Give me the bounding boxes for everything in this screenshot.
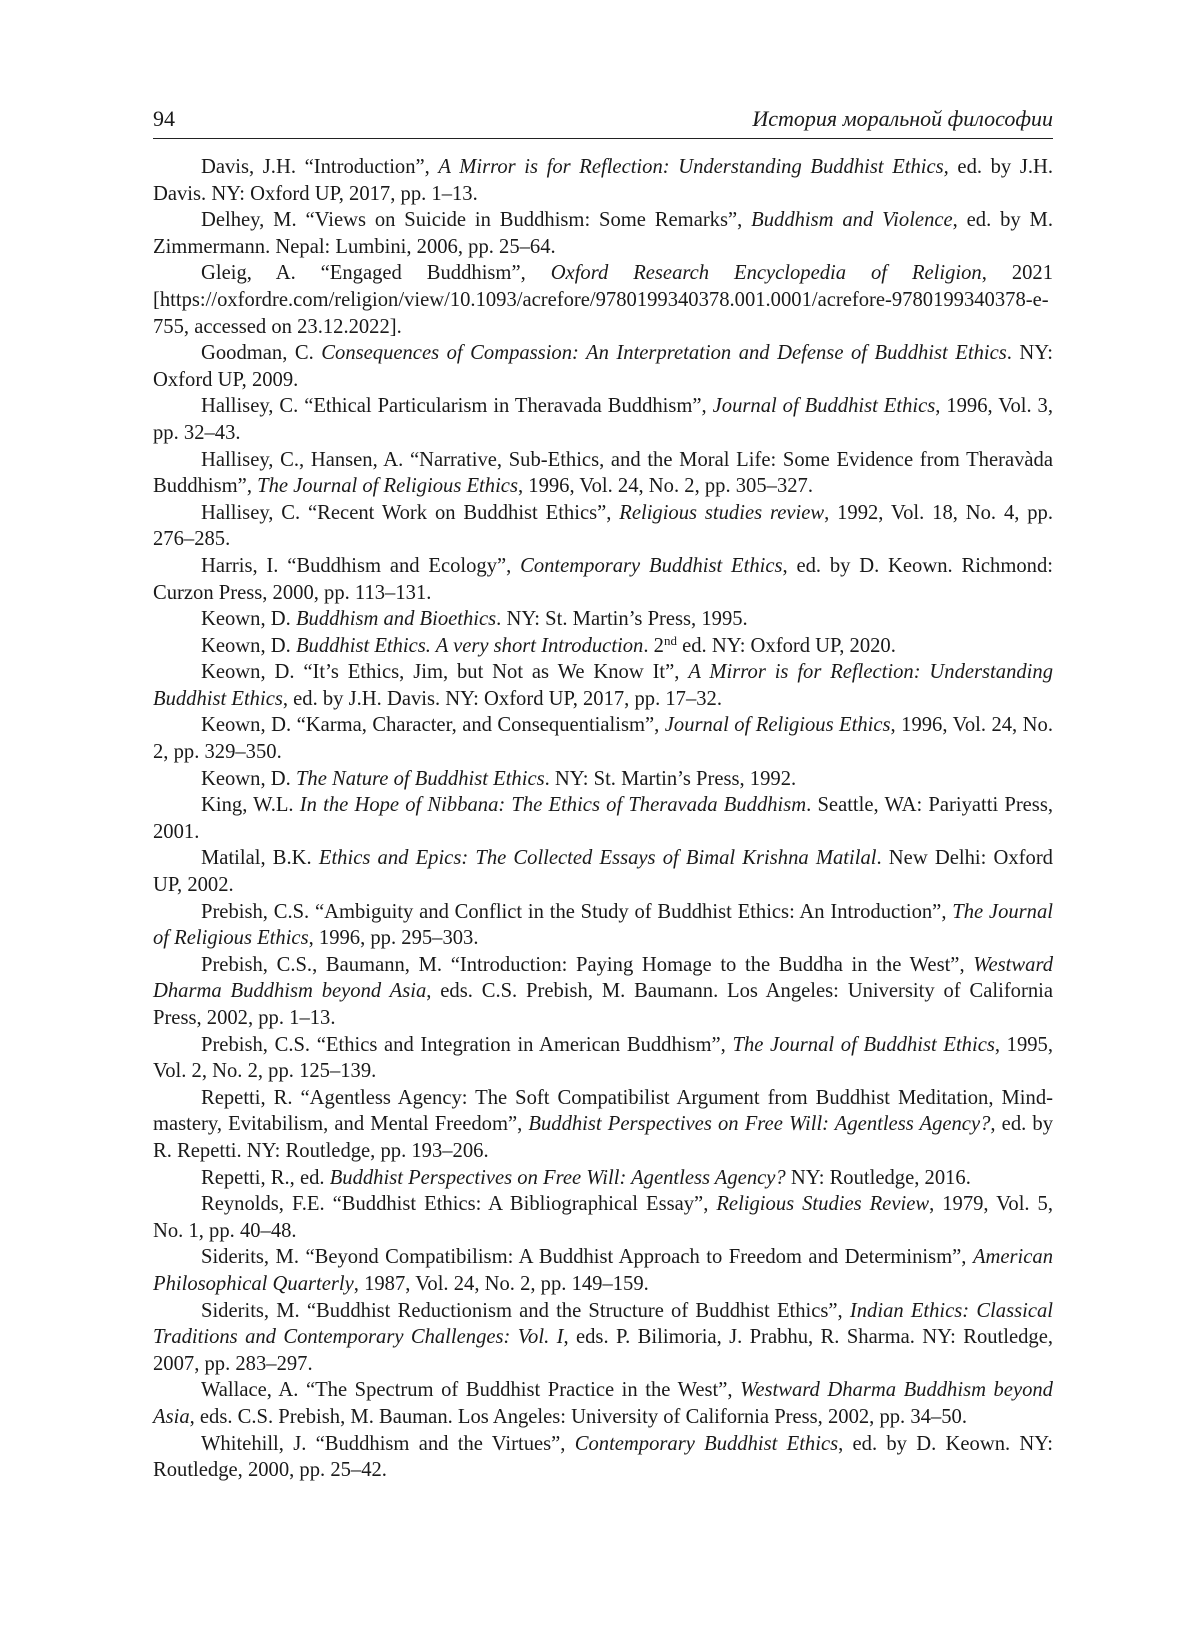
reference-entry: Keown, D. The Nature of Buddhist Ethics. NY: St. Martin’s Press, 1992. — [201, 767, 797, 790]
reference-entry: Keown, D. “Karma, Character, and Consequentialism”, Journal of Religious Ethics, 1996, Vol. 24, No. 2, pp. 329–350. — [153, 714, 1053, 764]
reference-entry: Goodman, C. Consequences of Compassion: An Interpretation and Defense of Buddhist Ethics. NY: Oxford UP, 2009. — [153, 342, 1053, 391]
reference-entry: Harris, I. “Buddhism and Ecology”, Contemporary Buddhist Ethics, ed. by D. Keown. Richmond: Curzon Press, 2000, pp. 113–131. — [153, 554, 1053, 604]
reference-entry: Repetti, R., ed. Buddhist Perspectives on Free Will: Agentless Agency? NY: Routledge, 2016. — [201, 1166, 971, 1189]
reference-entry: Hallisey, C. “Ethical Particularism in Theravada Buddhism”, Journal of Buddhist Ethics, 1996, Vol. 3, pp. 32–43. — [153, 395, 1053, 444]
reference-entry: Matilal, B.K. Ethics and Epics: The Collected Essays of Bimal Krishna Matilal. New Delhi: Oxford UP, 2002. — [153, 847, 1053, 897]
reference-entry: Repetti, R. “Agentless Agency: The Soft Compatibilist Argument from Buddhist Meditation, Mind-mastery, Evitabilism, and Mental Freedom”, Buddhist Perspectives on Free Will: Agentless Agency?, ed. by R. Repetti. NY: Routledge, pp. 193–206. — [153, 1086, 1054, 1162]
running-title: История моральной философии — [752, 106, 1053, 131]
reference-entry: Reynolds, F.E. “Buddhist Ethics: A Bibliographical Essay”, Religious Studies Review, 1979, Vol. 5, No. 1, pp. 40–48. — [153, 1193, 1053, 1242]
reference-entry: Keown, D. Buddhist Ethics. A very short Introduction. 2nd ed. NY: Oxford UP, 2020. — [201, 632, 896, 657]
reference-entry: Whitehill, J. “Buddhism and the Virtues”, Contemporary Buddhist Ethics, ed. by D. Keown. NY: Routledge, 2000, pp. 25–42. — [153, 1432, 1054, 1482]
reference-entry: Siderits, M. “Beyond Compatibilism: A Buddhist Approach to Freedom and Determinism”, American Philosophical Quarterly, 1987, Vol. 24, No. 2, pp. 149–159. — [153, 1246, 1053, 1295]
reference-entry: Hallisey, C. “Recent Work on Buddhist Ethics”, Religious studies review, 1992, Vol. 18, No. 4, pp. 276–285. — [153, 501, 1053, 551]
reference-list — [153, 154, 1053, 1484]
reference-entry: Prebish, C.S., Baumann, M. “Introduction: Paying Homage to the Buddha in the West”, Westward Dharma Buddhism beyond Asia, eds. C.S. Prebish, M. Baumann. Los Angeles: University of California Press, 2002, pp. 1–13. — [153, 953, 1053, 1029]
reference-entry: Delhey, M. “Views on Suicide in Buddhism: Some Remarks”, Buddhism and Violence, ed. by M. Zimmermann. Nepal: Lumbini, 2006, pp. 25–64. — [153, 209, 1054, 258]
reference-entry: King, W.L. In the Hope of Nibbana: The Ethics of Theravada Buddhism. Seattle, WA: Pariyatti Press, 2001. — [153, 794, 1053, 843]
reference-entry: Wallace, A. “The Spectrum of Buddhist Practice in the West”, Westward Dharma Buddhism beyond Asia, eds. C.S. Prebish, M. Bauman. Los Angeles: University of California Press, 2002, pp. 34–50. — [153, 1379, 1053, 1428]
reference-entry: Prebish, C.S. “Ethics and Integration in American Buddhism”, The Journal of Buddhist Ethics, 1995, Vol. 2, No. 2, pp. 125–139. — [153, 1033, 1053, 1083]
reference-entry: Prebish, C.S. “Ambiguity and Conflict in the Study of Buddhist Ethics: An Introduction”, The Journal of Religious Ethics, 1996, pp. 295–303. — [153, 900, 1053, 950]
reference-entry: Gleig, A. “Engaged Buddhism”, Oxford Research Encyclopedia of Religion, 2021 [https://oxfordre.com/religion/view/10.1093/acrefore/9780199340378.001.0001/acrefore-9780199340378-e-755, accessed on 23.12.2022]. — [153, 262, 1054, 338]
page-header — [153, 104, 1053, 139]
reference-entry: Keown, D. “It’s Ethics, Jim, but Not as We Know It”, A Mirror is for Reflection: Understanding Buddhist Ethics, ed. by J.H. Davis. NY: Oxford UP, 2017, pp. 17–32. — [153, 661, 1053, 710]
reference-entry: Hallisey, C., Hansen, A. “Narrative, Sub-Ethics, and the Moral Life: Some Evidence from Theravàda Buddhism”, The Journal of Religious Ethics, 1996, Vol. 24, No. 2, pp. 305–327. — [153, 448, 1053, 498]
reference-entry: Siderits, M. “Buddhist Reductionism and the Structure of Buddhist Ethics”, Indian Ethics: Classical Traditions and Contemporary Challenges: Vol. I, eds. P. Bilimoria, J. Prabhu, R. Sharma. NY: Routledge, 2007, pp. 283–297. — [153, 1299, 1054, 1375]
reference-entry: Davis, J.H. “Introduction”, A Mirror is for Reflection: Understanding Buddhist Ethics, ed. by J.H. Davis. NY: Oxford UP, 2017, pp. 1–13. — [153, 156, 1053, 205]
reference-entry: Keown, D. Buddhism and Bioethics. NY: St. Martin’s Press, 1995. — [201, 608, 748, 631]
page-number: 94 — [153, 106, 175, 131]
